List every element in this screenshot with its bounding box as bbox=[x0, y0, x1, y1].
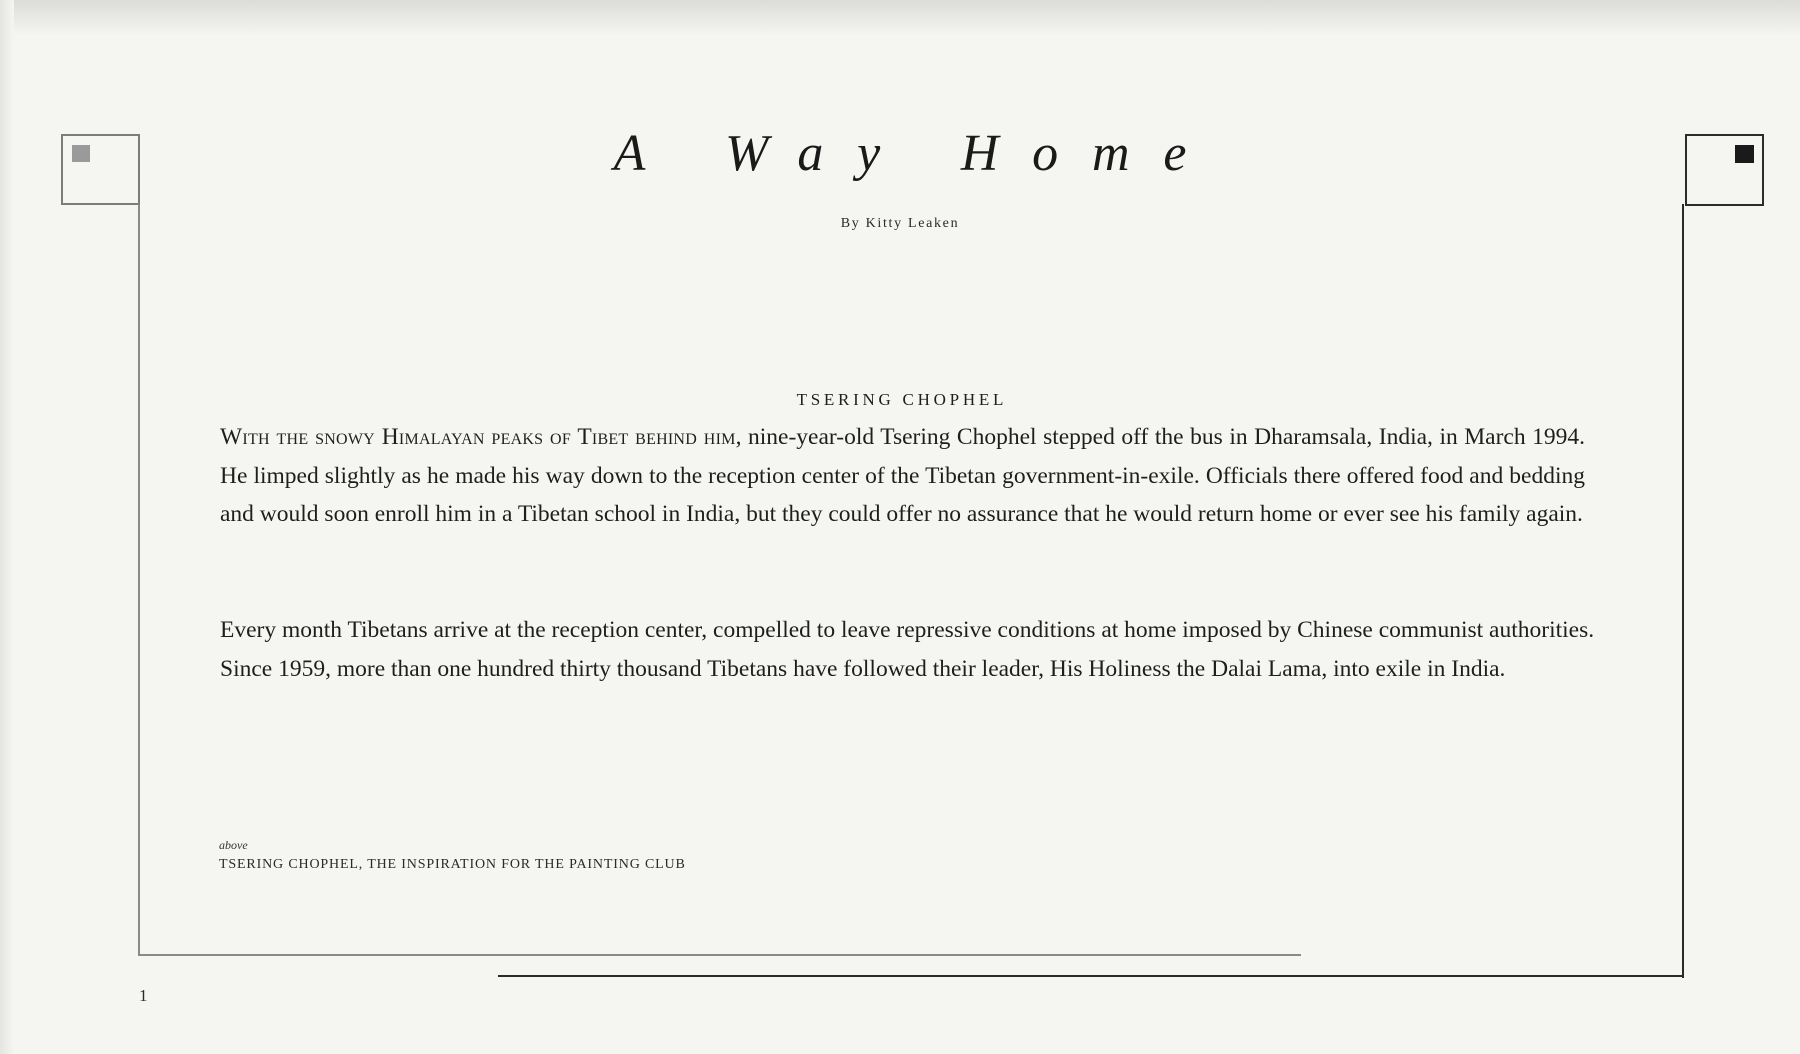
right-frame-bottom-rule bbox=[498, 975, 1684, 977]
paragraph-lead-smallcaps: With the snowy Himalayan peaks of Tibet behind him bbox=[220, 424, 736, 450]
paragraph-1-text: , nine-year-old Tsering Chophel stepped off the bus in Dharamsala, India, in March 1994. He limped slightly as he made his way down to the reception center of the Tibetan government-in-exile. Officials there offered food and bedding and would soon enroll him in a Tibetan school in India, but they could offer no assurance that he would return home or ever see his family again. bbox=[220, 424, 1585, 527]
left-frame-bottom-rule bbox=[138, 954, 1301, 956]
left-frame-vertical-rule bbox=[138, 204, 140, 956]
caption-label: above bbox=[219, 838, 248, 852]
page-top-shadow bbox=[0, 0, 1800, 36]
right-frame-vertical-rule bbox=[1682, 204, 1684, 978]
section-heading: TSERING CHOPHEL bbox=[796, 390, 1008, 409]
byline: By Kitty Leaken bbox=[840, 216, 960, 231]
body-paragraph-1 bbox=[220, 418, 1585, 534]
page-number: 1 bbox=[139, 986, 148, 1005]
page-title: A Way Home bbox=[613, 125, 1221, 182]
photo-caption: TSERING CHOPHEL, THE INSPIRATION FOR THE PAINTING CLUB bbox=[219, 857, 686, 872]
body-paragraph-2: Every month Tibetans arrive at the reception center, compelled to leave repressive conditions at home imposed by Chinese communist authorities. Since 1959, more than one hundred thirty thousand Tibetans have followed their leader, His Holiness the Dalai Lama, into exile in India. bbox=[220, 617, 1595, 682]
